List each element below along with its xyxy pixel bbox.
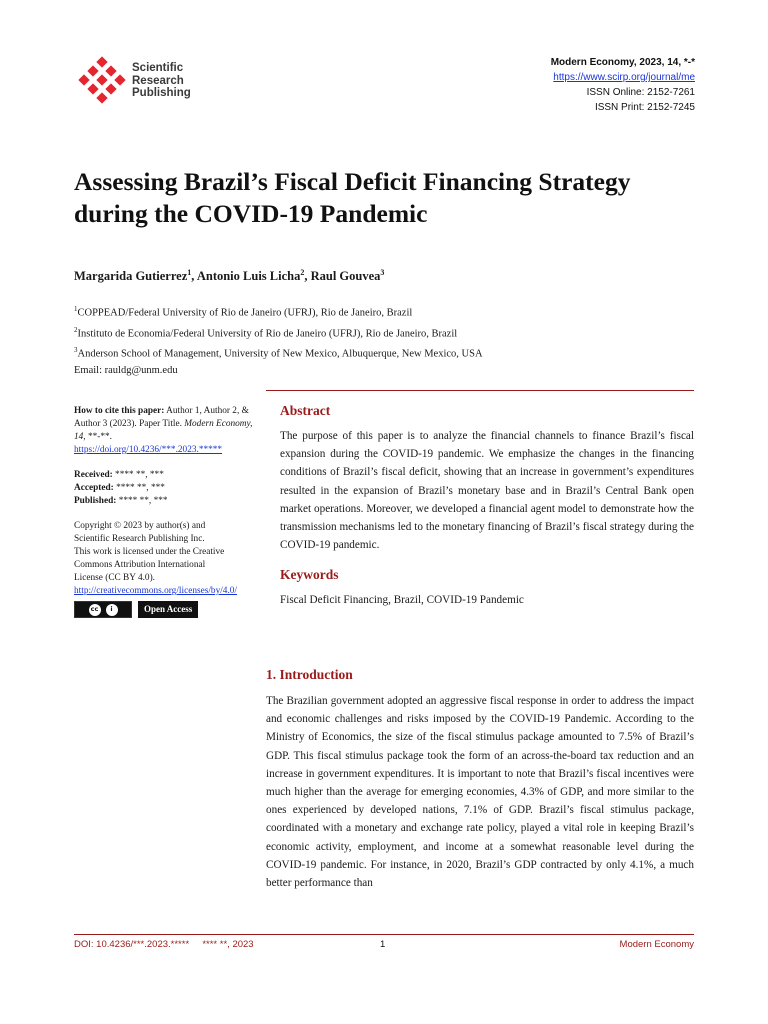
published-label: Published: xyxy=(74,496,117,506)
issn-online: ISSN Online: 2152-7261 xyxy=(586,87,695,98)
author-list: Margarida Gutierrez$^1$, Antonio Luis Licha$^2$, Raul Gouvea$^3$ xyxy=(74,268,385,284)
page-number: 1 xyxy=(380,939,386,950)
footer-journal: Modern Economy xyxy=(619,939,694,950)
publisher-logo xyxy=(76,56,206,108)
cc-icon: cc xyxy=(89,604,101,616)
affil-mark: 2 xyxy=(74,325,78,334)
publisher-name-line: Publishing xyxy=(132,87,191,99)
journal-info xyxy=(551,55,695,115)
accepted-date: **** **, *** xyxy=(113,483,165,493)
affil-text: COPPEAD/Federal University of Rio de Janeiro (UFRJ), Rio de Janeiro, Brazil xyxy=(77,307,413,319)
citation-block xyxy=(74,405,264,457)
affiliation xyxy=(74,322,483,343)
cc-by-badge[interactable] xyxy=(74,601,132,618)
introduction-text: The Brazilian government adopted an aggressive fiscal response in order to address the impact and economic challenges and risks imposed by the COVID-19 Pandemic. According to the Ministry of Economics, the size of the fiscal stimulus package amounted to 7.5% of Brazil’s GDP. This fiscal stimulus package took the form of an across-the-board tax reduction and an increase in government expenditures. It is important to note that Brazil’s fiscal incentives were much higher than the average for emerging economies, 4.3% of GDP, and more similar to the ones experienced by developed nations, 7.1% of GDP. Brazil’s fiscal stimulus package, coordinated with a monetary and exchange rate policy, played a vital role in keeping Brazil’s economic activity, employment, and income at a somewhat reasonable level during the COVID-19 pandemic. For instance, in 2020, Brazil’s GDP contracted by only 4.1%, a much better performance than xyxy=(266,695,694,890)
cite-journal: Modern Economy, 14, xyxy=(74,419,253,442)
introduction-section xyxy=(266,666,694,892)
journal-citation: Modern Economy, 2023, 14, *-* xyxy=(550,57,695,68)
cite-doi-link[interactable]: https://doi.org/10.4236/***.2023.***** xyxy=(74,445,223,455)
footer-divider xyxy=(74,934,694,935)
abstract-heading: Abstract xyxy=(280,403,331,418)
cite-label: How to cite this paper: xyxy=(74,406,165,416)
received-label: Received: xyxy=(74,470,113,480)
copyright-line: Scientific Research Publishing Inc. xyxy=(74,534,205,544)
affiliation xyxy=(74,342,483,363)
accepted-label: Accepted: xyxy=(74,483,114,493)
affiliations xyxy=(74,301,483,379)
journal-url-link[interactable]: https://www.scirp.org/journal/me xyxy=(553,72,695,83)
published-date: **** **, *** xyxy=(116,496,168,506)
publisher-name-line: Research xyxy=(132,74,184,87)
license-badges xyxy=(74,601,264,618)
footer-date: **** **, 2023 xyxy=(202,939,254,950)
issn-print: ISSN Print: 2152-7245 xyxy=(594,102,695,113)
footer-doi: DOI: 10.4236/***.2023.***** **** **, 2023 xyxy=(74,939,254,950)
article-sidebar xyxy=(74,405,264,630)
author-name: Raul Gouvea xyxy=(310,269,381,284)
article-title: Assessing Brazil’s Fiscal Deficit Financing Strategy during the COVID-19 Pandemic xyxy=(74,167,631,228)
page-footer xyxy=(74,939,694,953)
keywords-text: Fiscal Deficit Financing, Brazil, COVID-19 Pandemic xyxy=(280,594,524,607)
cite-pages: **-**. xyxy=(85,432,112,442)
copyright-line: License (CC BY 4.0). xyxy=(74,573,155,583)
abstract-section xyxy=(280,402,694,609)
copyright-block xyxy=(74,520,264,618)
affil-text: Instituto de Economia/Federal University of Rio de Janeiro (UFRJ), Rio de Janeiro, Brazil xyxy=(77,328,458,339)
attribution-icon: i xyxy=(106,604,118,616)
copyright-line: Copyright © 2023 by author(s) and xyxy=(74,521,206,531)
introduction-heading: 1. Introduction xyxy=(266,667,353,682)
author-name: Antonio Luis Licha xyxy=(196,269,301,284)
publisher-name xyxy=(132,62,191,100)
author-affil-mark: 1 xyxy=(187,268,192,277)
publisher-logo-icon xyxy=(76,56,128,108)
abstract-text: The purpose of this paper is to analyze the financial channels to finance Brazil’s fiscal expansion during the COVID-19 pandemic. We emphasize the changes in the financing conditions of Brazil’s fiscal deficit, showing that an increase in government’s expenditures resulted in the expansion of Brazil’s monetary base and in Brazil’s Central Bank open market operations. Moreover, we developed a financial agent model to demonstrate how the transmission mechanisms led to the monetary financing of Brazil’s fiscal strategy during the COVID-19 pandemic. xyxy=(280,430,694,552)
open-access-badge: Open Access xyxy=(138,601,198,618)
dates-block xyxy=(74,469,264,508)
affil-mark: 1 xyxy=(74,305,78,313)
author-name: Margarida Gutierrez xyxy=(74,269,188,284)
author-affil-mark: 2 xyxy=(300,268,305,277)
copyright-line: This work is licensed under the Creative xyxy=(74,547,225,557)
cite-text: Author 1, Author 2, & Author 3 (2023). Paper Title. xyxy=(74,406,249,429)
publisher-name-line: Scientific xyxy=(132,62,184,74)
affil-mark: 3 xyxy=(74,346,78,354)
keywords-heading: Keywords xyxy=(280,567,339,583)
section-divider xyxy=(266,390,694,391)
copyright-line: Commons Attribution International xyxy=(74,560,206,570)
affiliation xyxy=(74,301,483,322)
license-link[interactable]: http://creativecommons.org/licenses/by/4.0/ xyxy=(74,586,238,596)
received-date: **** **, *** xyxy=(112,470,164,480)
corresponding-email: Email: rauldg@unm.edu xyxy=(74,364,178,376)
affil-text: Anderson School of Management, University of New Mexico, Albuquerque, New Mexico, USA xyxy=(77,348,483,360)
author-affil-mark: 3 xyxy=(380,268,385,277)
